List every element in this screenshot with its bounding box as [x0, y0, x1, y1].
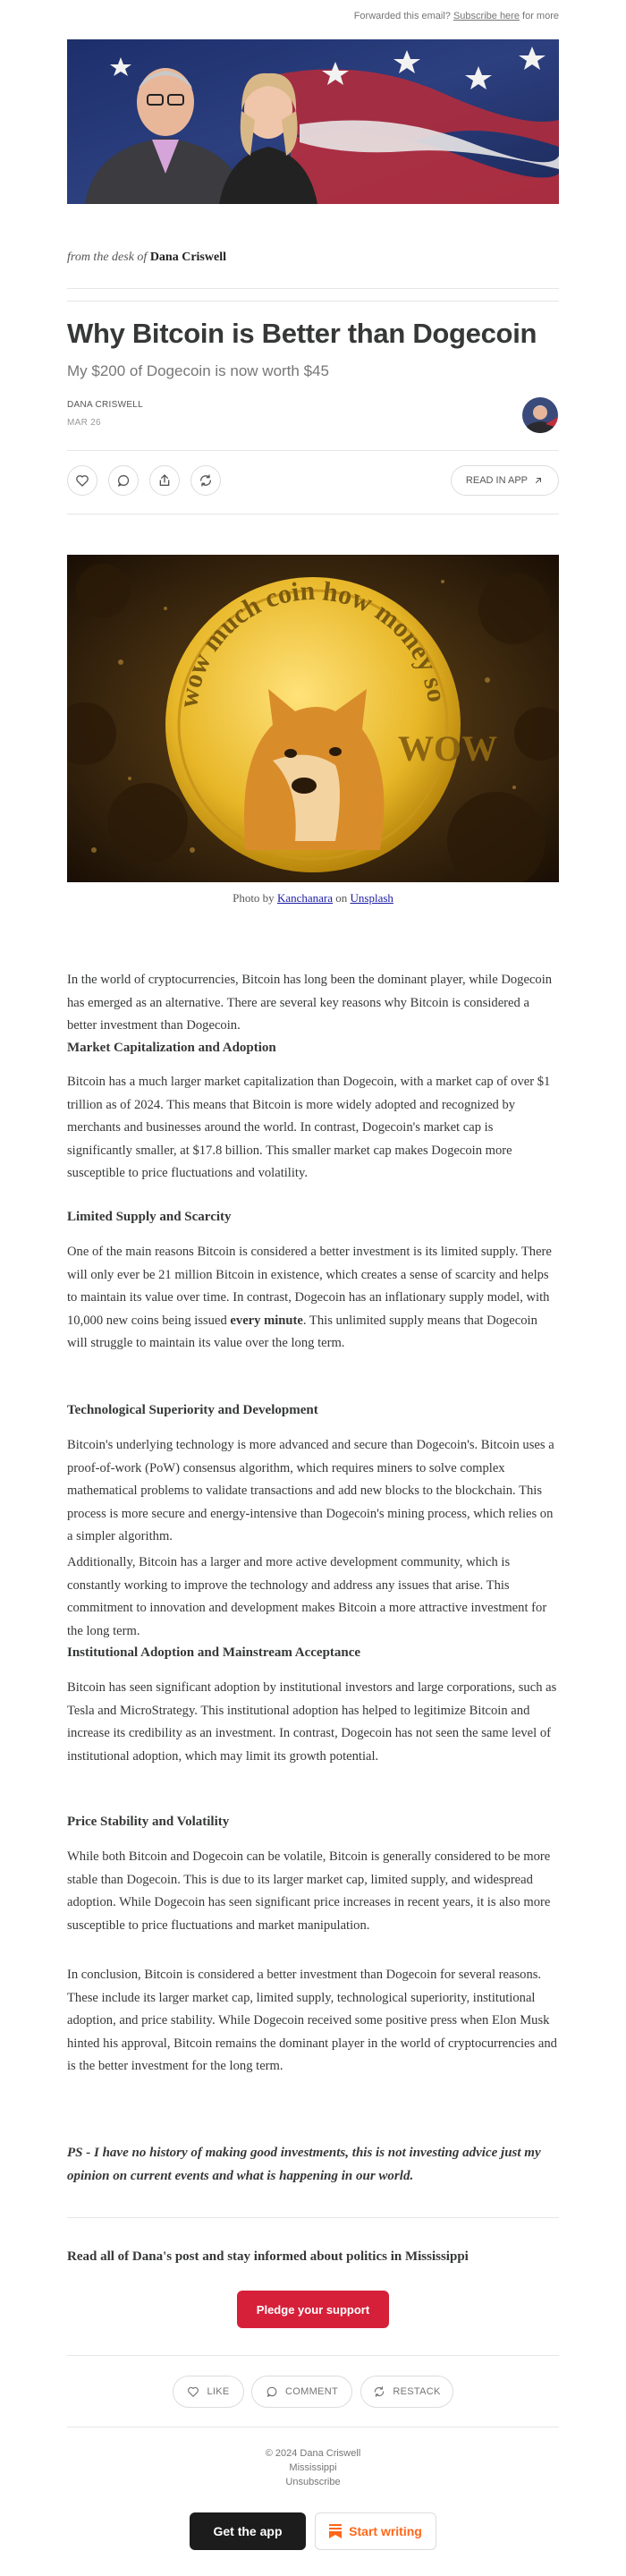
postscript: PS - I have no history of making good investments, this is not investing advice just my opinion on current events and what is happening in our world. [67, 2146, 541, 2183]
read-in-app-label: READ IN APP [465, 475, 528, 486]
divider [67, 2355, 559, 2356]
subscribe-prompt: Read all of Dana's post and stay informed about politics in Mississippi [67, 2249, 469, 2264]
heading-limited-supply: Limited Supply and Scarcity [67, 1210, 232, 1224]
post-date: MAR 26 [67, 418, 101, 428]
heading-institutional: Institutional Adoption and Mainstream Acceptance [67, 1645, 361, 1660]
action-bar [67, 465, 559, 497]
location: Mississippi [289, 2462, 337, 2473]
like-pill-button[interactable] [173, 2376, 244, 2408]
bold-text: every minute [230, 1313, 303, 1328]
comment-label: COMMENT [285, 2386, 338, 2397]
comment-button[interactable] [108, 465, 139, 496]
divider [67, 301, 559, 302]
restack-button[interactable] [190, 465, 221, 496]
preheader-text: Forwarded this email? [353, 11, 451, 21]
paragraph-text: One of the main reasons Bitcoin is considered a better investment is its limited supply. There will only ever be 21 million Bitcoin in existence, which creates a sense of scarcity and helps to maintain its value over time. In contrast, Dogecoin has an inflationary supply model, with 10,000 new coins being issued [67, 1245, 552, 1328]
pledge-button[interactable]: Pledge your support [237, 2291, 389, 2328]
start-writing-label: Start writing [349, 2524, 422, 2538]
comment-icon [266, 2385, 278, 2398]
paragraph: Bitcoin has a much larger market capitalization than Dogecoin, with a market cap of over $1 trillion as of 2024. This means that Bitcoin is more widely adopted and recognized by merchants and businesses around the world. In contrast, Dogecoin's market cap is significantly smaller, at $17.8 billion. This smaller market cap makes Dogecoin more susceptible to price fluctuations and volatility. [67, 1075, 551, 1180]
masthead [67, 251, 226, 265]
heart-icon [75, 473, 89, 488]
caption-on: on [335, 891, 348, 905]
share-icon [157, 473, 172, 488]
unsplash-link[interactable]: Unsplash [350, 891, 393, 905]
like-label: LIKE [207, 2386, 230, 2397]
post-subtitle: My $200 of Dogecoin is now worth $45 [67, 362, 329, 379]
heading-market-cap: Market Capitalization and Adoption [67, 1041, 276, 1055]
author-name[interactable]: DANA CRISWELL [67, 400, 144, 410]
paragraph: Additionally, Bitcoin has a larger and more active development community, which is constantly working to improve the technology and address any issues that arise. This commitment to innovation and development makes Bitcoin a more attractive investment for the long term. [67, 1555, 547, 1638]
avatar[interactable] [522, 397, 558, 433]
substack-icon [329, 2524, 342, 2538]
get-the-app-button[interactable]: Get the app [190, 2512, 306, 2550]
paragraph [67, 1241, 559, 1356]
read-in-app-button[interactable] [451, 465, 559, 496]
paragraph: Bitcoin's underlying technology is more advanced and secure than Dogecoin's. Bitcoin uses a proof-of-work (PoW) consensus algorithm, which requires miners to solve complex mathematical problems to validate transactions and add new blocks to the blockchain. This process is more secure and energy-intensive than Dogecoin's mining process, which relies on a simpler algorithm. [67, 1438, 554, 1543]
coin-center-text: WOW [398, 728, 498, 769]
heading-technology: Technological Superiority and Development [67, 1403, 318, 1417]
paragraph-intro: In the world of cryptocurrencies, Bitcoin has long been the dominant player, while Dogecoin has emerged as an alternative. There are several key reasons why Bitcoin is considered a better investment than Dogecoin. [67, 973, 553, 1033]
dogecoin-photo[interactable] [67, 555, 559, 882]
like-button[interactable] [67, 465, 97, 496]
restack-label: RESTACK [393, 2386, 441, 2397]
masthead-name[interactable]: Dana Criswell [149, 251, 226, 264]
comment-pill-button[interactable] [251, 2376, 352, 2408]
caption-prefix: Photo by [233, 891, 275, 905]
paragraph: While both Bitcoin and Dogecoin can be volatile, Bitcoin is generally considered to be more stable than Dogecoin. This is due to its larger market cap, limited supply, and widespread adoption. While Dogecoin has seen significant price increases in recent years, it is also more susceptible to price fluctuations and market manipulation. [67, 1849, 551, 1933]
image-caption [67, 891, 559, 905]
coin-arc-text: wow much coin how money so [173, 575, 453, 710]
preheader [354, 11, 559, 21]
restack-icon [373, 2385, 385, 2398]
from-desk-label: from the desk of [67, 251, 148, 264]
paragraph-text: . This unlimited supply means that Dogecoin will struggle to maintain its value over the long term. [67, 1313, 537, 1350]
restack-pill-button[interactable] [360, 2376, 453, 2408]
share-button[interactable] [149, 465, 180, 496]
post-title[interactable]: Why Bitcoin is Better than Dogecoin [67, 318, 537, 349]
subscribe-link[interactable]: Subscribe here [453, 11, 520, 21]
copyright: © 2024 Dana Criswell [265, 2448, 361, 2459]
heart-icon [187, 2385, 199, 2398]
unsubscribe-link[interactable]: Unsubscribe [285, 2477, 341, 2487]
divider [67, 450, 559, 451]
comment-icon [116, 473, 131, 488]
arrow-up-right-icon [533, 475, 544, 486]
photographer-link[interactable]: Kanchanara [276, 891, 334, 905]
paragraph: Bitcoin has seen significant adoption by institutional investors and large corporations, such as Tesla and MicroStrategy. This institutional adoption has helped to legitimize Bitcoin and increase its credibility as an investment. In contrast, Dogecoin has not seen the same level of institutional adoption, which may limit its growth potential. [67, 1680, 557, 1764]
heading-price-stability: Price Stability and Volatility [67, 1815, 230, 1829]
preheader-suffix: for more [522, 11, 559, 21]
divider [67, 288, 559, 289]
divider [67, 2217, 559, 2218]
header-photo [67, 39, 559, 204]
restack-icon [199, 473, 213, 488]
start-writing-button[interactable] [315, 2512, 436, 2550]
paragraph-conclusion: In conclusion, Bitcoin is considered a better investment than Dogecoin for several reasons. These include its larger market cap, limited supply, technological superiority, institutional adoption, and price stability. While Dogecoin received some positive press when Elon Musk hinted his approval, Bitcoin remains the dominant player in the world of cryptocurrencies and is the better investment for the long term. [67, 1968, 557, 2073]
